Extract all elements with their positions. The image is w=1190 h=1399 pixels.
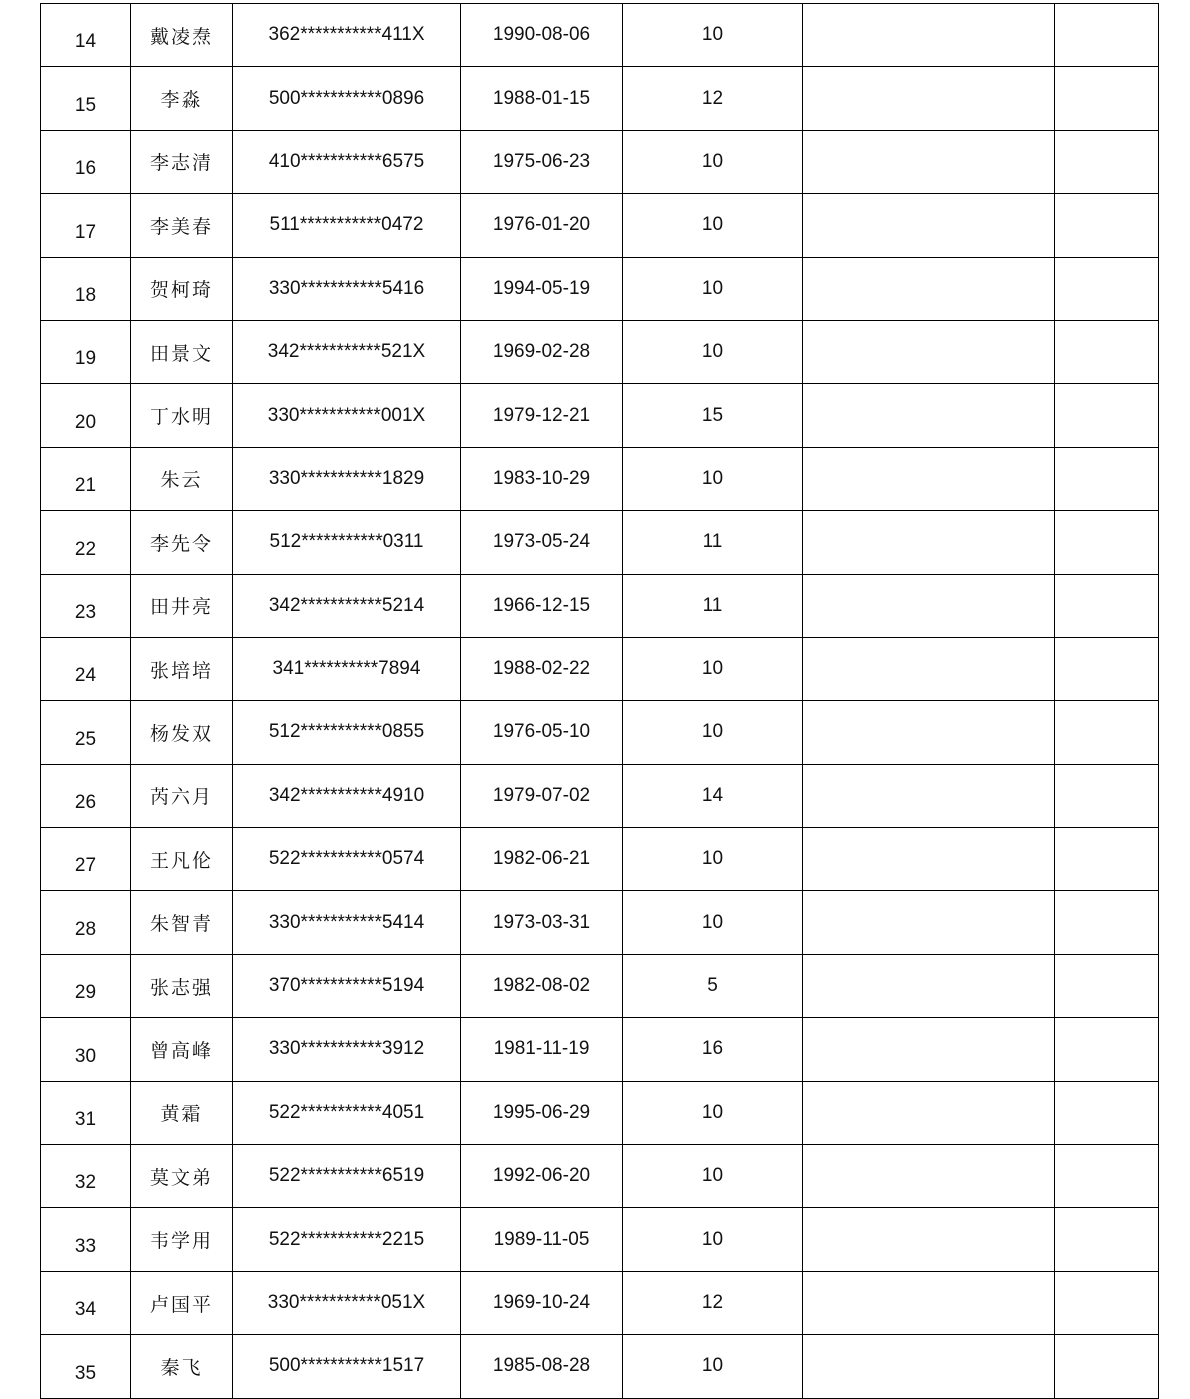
blank-cell: [803, 828, 1055, 891]
row-number-cell: 19: [41, 320, 131, 383]
person-name-cell: 李淼: [131, 67, 233, 130]
value-cell: 10: [623, 257, 803, 320]
person-name-cell: 李先令: [131, 511, 233, 574]
row-number-cell: 23: [41, 574, 131, 637]
value-cell: 14: [623, 764, 803, 827]
birth-date-cell: 1976-01-20: [461, 194, 623, 257]
birth-date-cell: 1994-05-19: [461, 257, 623, 320]
blank-cell: [1055, 257, 1159, 320]
value-cell: 12: [623, 1271, 803, 1334]
row-number-cell: 18: [41, 257, 131, 320]
blank-cell: [803, 130, 1055, 193]
blank-cell: [1055, 574, 1159, 637]
person-name-cell: 卢国平: [131, 1271, 233, 1334]
blank-cell: [1055, 764, 1159, 827]
blank-cell: [1055, 1335, 1159, 1398]
data-table: [40, 3, 1159, 1399]
row-number-cell: 14: [41, 4, 131, 67]
row-number-cell: 29: [41, 954, 131, 1017]
person-name-cell: 戴凌焘: [131, 4, 233, 67]
blank-cell: [803, 1208, 1055, 1271]
person-name-cell: 莫文弟: [131, 1145, 233, 1208]
id-number-cell: 522***********0574: [233, 828, 461, 891]
id-number-cell: 522***********6519: [233, 1145, 461, 1208]
id-number-cell: 330***********5414: [233, 891, 461, 954]
person-name-cell: 丁水明: [131, 384, 233, 447]
table-row: [41, 637, 1159, 700]
blank-cell: [1055, 701, 1159, 764]
blank-cell: [803, 701, 1055, 764]
blank-cell: [1055, 194, 1159, 257]
blank-cell: [803, 764, 1055, 827]
table-row: [41, 764, 1159, 827]
id-number-cell: 522***********2215: [233, 1208, 461, 1271]
table-row: [41, 384, 1159, 447]
table-row: [41, 67, 1159, 130]
blank-cell: [1055, 1145, 1159, 1208]
blank-cell: [1055, 891, 1159, 954]
blank-cell: [803, 954, 1055, 1017]
table-body: [41, 4, 1159, 1399]
id-number-cell: 330***********3912: [233, 1018, 461, 1081]
birth-date-cell: 1985-08-28: [461, 1335, 623, 1398]
blank-cell: [803, 574, 1055, 637]
blank-cell: [1055, 384, 1159, 447]
table-row: [41, 194, 1159, 257]
row-number-cell: 30: [41, 1018, 131, 1081]
row-number-cell: 17: [41, 194, 131, 257]
blank-cell: [803, 1335, 1055, 1398]
birth-date-cell: 1982-06-21: [461, 828, 623, 891]
person-name-cell: 贺柯琦: [131, 257, 233, 320]
birth-date-cell: 1988-01-15: [461, 67, 623, 130]
blank-cell: [803, 1145, 1055, 1208]
row-number-cell: 16: [41, 130, 131, 193]
id-number-cell: 410***********6575: [233, 130, 461, 193]
blank-cell: [803, 257, 1055, 320]
value-cell: 10: [623, 320, 803, 383]
table-row: [41, 701, 1159, 764]
value-cell: 10: [623, 130, 803, 193]
blank-cell: [1055, 130, 1159, 193]
blank-cell: [1055, 320, 1159, 383]
row-number-cell: 33: [41, 1208, 131, 1271]
table-row: [41, 320, 1159, 383]
value-cell: 11: [623, 574, 803, 637]
birth-date-cell: 1983-10-29: [461, 447, 623, 510]
person-name-cell: 芮六月: [131, 764, 233, 827]
table-row: [41, 4, 1159, 67]
id-number-cell: 330***********001X: [233, 384, 461, 447]
blank-cell: [803, 384, 1055, 447]
id-number-cell: 511***********0472: [233, 194, 461, 257]
id-number-cell: 500***********0896: [233, 67, 461, 130]
blank-cell: [803, 67, 1055, 130]
blank-cell: [1055, 1208, 1159, 1271]
birth-date-cell: 1973-03-31: [461, 891, 623, 954]
birth-date-cell: 1976-05-10: [461, 701, 623, 764]
value-cell: 5: [623, 954, 803, 1017]
table-row: [41, 954, 1159, 1017]
id-number-cell: 330***********5416: [233, 257, 461, 320]
blank-cell: [803, 1271, 1055, 1334]
birth-date-cell: 1966-12-15: [461, 574, 623, 637]
value-cell: 10: [623, 447, 803, 510]
id-number-cell: 330***********1829: [233, 447, 461, 510]
person-name-cell: 李志清: [131, 130, 233, 193]
birth-date-cell: 1969-10-24: [461, 1271, 623, 1334]
birth-date-cell: 1995-06-29: [461, 1081, 623, 1144]
id-number-cell: 342***********4910: [233, 764, 461, 827]
table-row: [41, 1018, 1159, 1081]
blank-cell: [1055, 637, 1159, 700]
blank-cell: [1055, 67, 1159, 130]
person-name-cell: 张志强: [131, 954, 233, 1017]
birth-date-cell: 1975-06-23: [461, 130, 623, 193]
table-row: [41, 574, 1159, 637]
person-name-cell: 朱智青: [131, 891, 233, 954]
row-number-cell: 35: [41, 1335, 131, 1398]
row-number-cell: 20: [41, 384, 131, 447]
blank-cell: [1055, 954, 1159, 1017]
blank-cell: [803, 194, 1055, 257]
blank-cell: [1055, 447, 1159, 510]
birth-date-cell: 1973-05-24: [461, 511, 623, 574]
birth-date-cell: 1990-08-06: [461, 4, 623, 67]
value-cell: 10: [623, 891, 803, 954]
person-name-cell: 韦学用: [131, 1208, 233, 1271]
blank-cell: [1055, 1081, 1159, 1144]
table-row: [41, 130, 1159, 193]
birth-date-cell: 1988-02-22: [461, 637, 623, 700]
id-number-cell: 362***********411X: [233, 4, 461, 67]
person-name-cell: 张培培: [131, 637, 233, 700]
row-number-cell: 21: [41, 447, 131, 510]
table-row: [41, 1335, 1159, 1398]
value-cell: 10: [623, 4, 803, 67]
value-cell: 10: [623, 637, 803, 700]
id-number-cell: 512***********0855: [233, 701, 461, 764]
table-row: [41, 891, 1159, 954]
person-name-cell: 秦飞: [131, 1335, 233, 1398]
row-number-cell: 25: [41, 701, 131, 764]
blank-cell: [1055, 828, 1159, 891]
value-cell: 10: [623, 701, 803, 764]
birth-date-cell: 1979-07-02: [461, 764, 623, 827]
person-name-cell: 李美春: [131, 194, 233, 257]
person-name-cell: 朱云: [131, 447, 233, 510]
person-name-cell: 曾高峰: [131, 1018, 233, 1081]
value-cell: 10: [623, 1208, 803, 1271]
person-name-cell: 田井亮: [131, 574, 233, 637]
table-row: [41, 511, 1159, 574]
id-number-cell: 342***********521X: [233, 320, 461, 383]
birth-date-cell: 1992-06-20: [461, 1145, 623, 1208]
row-number-cell: 22: [41, 511, 131, 574]
value-cell: 11: [623, 511, 803, 574]
id-number-cell: 522***********4051: [233, 1081, 461, 1144]
person-name-cell: 田景文: [131, 320, 233, 383]
value-cell: 10: [623, 828, 803, 891]
id-number-cell: 330***********051X: [233, 1271, 461, 1334]
value-cell: 10: [623, 1081, 803, 1144]
table-row: [41, 1081, 1159, 1144]
table-row: [41, 1208, 1159, 1271]
row-number-cell: 26: [41, 764, 131, 827]
id-number-cell: 500***********1517: [233, 1335, 461, 1398]
id-number-cell: 342***********5214: [233, 574, 461, 637]
birth-date-cell: 1979-12-21: [461, 384, 623, 447]
blank-cell: [803, 1081, 1055, 1144]
birth-date-cell: 1981-11-19: [461, 1018, 623, 1081]
blank-cell: [1055, 511, 1159, 574]
table-row: [41, 828, 1159, 891]
row-number-cell: 27: [41, 828, 131, 891]
person-name-cell: 王凡伦: [131, 828, 233, 891]
blank-cell: [1055, 1271, 1159, 1334]
id-number-cell: 370***********5194: [233, 954, 461, 1017]
table-row: [41, 1271, 1159, 1334]
id-number-cell: 341**********7894: [233, 637, 461, 700]
table-row: [41, 447, 1159, 510]
row-number-cell: 34: [41, 1271, 131, 1334]
blank-cell: [803, 320, 1055, 383]
row-number-cell: 15: [41, 67, 131, 130]
birth-date-cell: 1982-08-02: [461, 954, 623, 1017]
blank-cell: [1055, 4, 1159, 67]
id-number-cell: 512***********0311: [233, 511, 461, 574]
table-row: [41, 257, 1159, 320]
value-cell: 16: [623, 1018, 803, 1081]
value-cell: 10: [623, 1335, 803, 1398]
value-cell: 15: [623, 384, 803, 447]
value-cell: 10: [623, 194, 803, 257]
value-cell: 10: [623, 1145, 803, 1208]
row-number-cell: 24: [41, 637, 131, 700]
value-cell: 12: [623, 67, 803, 130]
row-number-cell: 28: [41, 891, 131, 954]
table-row: [41, 1145, 1159, 1208]
blank-cell: [803, 637, 1055, 700]
blank-cell: [803, 891, 1055, 954]
blank-cell: [803, 511, 1055, 574]
row-number-cell: 31: [41, 1081, 131, 1144]
row-number-cell: 32: [41, 1145, 131, 1208]
blank-cell: [803, 1018, 1055, 1081]
blank-cell: [803, 447, 1055, 510]
blank-cell: [803, 4, 1055, 67]
person-name-cell: 黄霜: [131, 1081, 233, 1144]
person-name-cell: 杨发双: [131, 701, 233, 764]
birth-date-cell: 1989-11-05: [461, 1208, 623, 1271]
blank-cell: [1055, 1018, 1159, 1081]
birth-date-cell: 1969-02-28: [461, 320, 623, 383]
